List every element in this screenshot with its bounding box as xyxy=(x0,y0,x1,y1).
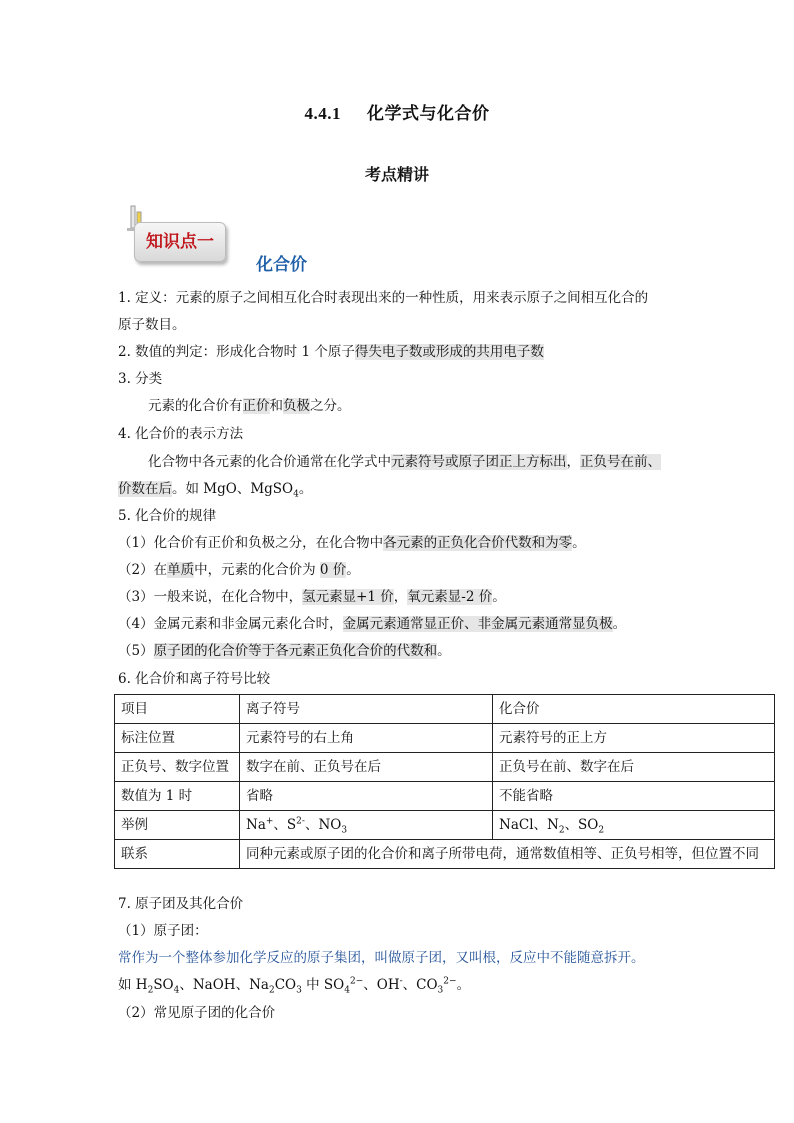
ex-oh: 、OH xyxy=(363,977,400,993)
ex-na-sub: 2 xyxy=(268,985,275,996)
item-4-text: 化合物中各元素的化合价通常在化学式中 xyxy=(148,454,391,470)
ion-na: Na xyxy=(246,817,266,833)
ion-na-charge: + xyxy=(265,816,274,827)
ex-oh-charge: - xyxy=(399,976,403,987)
rule-3-comma: ， xyxy=(393,589,408,605)
table-header-cell: 项目 xyxy=(115,695,240,724)
valence-n: 、N xyxy=(533,817,559,833)
item-1-line-1: 1. 定义：元素的原子之间相互化合时表现出来的一种性质，用来表示原子之间相互化合的 xyxy=(118,290,649,306)
table-row-example xyxy=(115,811,775,840)
table-header-row xyxy=(115,695,775,724)
ex-so: SO xyxy=(153,977,174,993)
rule-2-end: 。 xyxy=(346,562,360,578)
badge-label: 知识点一 xyxy=(134,222,226,262)
item-4-subscript: 4 xyxy=(293,489,299,500)
rule-1-end: 。 xyxy=(572,535,586,551)
valence-so-subscript: 2 xyxy=(598,825,605,836)
item-4-body-2 xyxy=(118,477,312,500)
item-5-heading: 5. 化合价的规律 xyxy=(118,508,217,524)
ex-co: CO xyxy=(274,977,297,993)
item-1-line-2: 原子数目。 xyxy=(118,317,186,333)
item-4-heading: 4. 化合价的表示方法 xyxy=(118,426,244,442)
table-cell: 举例 xyxy=(115,811,240,840)
table-row xyxy=(115,753,775,782)
item-4-example: 。如 MgO、MgSO xyxy=(172,481,294,497)
table-cell: 省略 xyxy=(240,782,493,811)
ex-so-sub: 4 xyxy=(173,985,180,996)
table-header-cell: 化合价 xyxy=(493,695,775,724)
rule-3-text: （3）一般来说，在化合物中， xyxy=(118,589,303,605)
table-header-cell: 离子符号 xyxy=(240,695,493,724)
table-cell: 联系 xyxy=(115,840,240,869)
rule-5-text: （5） xyxy=(118,643,154,659)
item-4-body-1 xyxy=(148,450,661,470)
title-text: 化学式与化合价 xyxy=(367,104,490,124)
ion-s-charge: 2- xyxy=(296,816,305,827)
ex-co-sub: 3 xyxy=(296,985,302,996)
item-5-rule-2 xyxy=(118,558,360,578)
rule-1-text: （1）化合价有正价和负极之分，在化合物中 xyxy=(118,535,384,551)
ex-h: 如 H xyxy=(118,977,148,993)
ex-h-sub: 2 xyxy=(147,985,154,996)
table-cell: 标注位置 xyxy=(115,724,240,753)
item-4-sign-first: 正负号在前、 xyxy=(580,454,661,470)
ion-s: 、S xyxy=(273,817,297,833)
table-row xyxy=(115,782,775,811)
ex-so4-sub: 4 xyxy=(344,985,350,996)
rule-2-middle: 中，元素的化合价为 xyxy=(194,562,320,578)
table-cell: 正负号在前、数字在后 xyxy=(493,753,775,782)
ex-co3: 、CO xyxy=(402,977,438,993)
valence-example-cell xyxy=(493,811,775,840)
rule-2-text: （2）在 xyxy=(118,562,168,578)
rule-4-text: （4）金属元素和非金属元素化合时， xyxy=(118,616,343,632)
document-title xyxy=(0,99,794,124)
knowledge-point-badge xyxy=(120,204,230,264)
link-text-cell: 同种元素或原子团的化合价和离子所带电荷，通常数值相等、正负号相等，但位置不同 xyxy=(240,840,775,869)
item-3-text: 元素的化合价有 xyxy=(148,398,243,414)
ion-no-subscript: 3 xyxy=(341,825,348,836)
item-5-rule-1 xyxy=(118,531,586,551)
item-2 xyxy=(118,340,544,360)
item-4-end: 。 xyxy=(298,481,313,497)
rule-5-end: 。 xyxy=(437,643,451,659)
ex-naoh: 、NaOH、Na xyxy=(179,977,269,993)
table-cell: 正负号、数字位置 xyxy=(115,753,240,782)
item-5-rule-5 xyxy=(118,639,451,659)
item-7-sub-2: （2）常见原子团的化合价 xyxy=(118,1005,276,1021)
rule-3-oxygen: 氧元素显-2 价 xyxy=(407,589,493,605)
valence-so: 、SO xyxy=(564,817,599,833)
ex-co3-sub: 3 xyxy=(437,985,444,996)
rule-4-end: 。 xyxy=(612,616,627,632)
rule-2-zero: 0 价 xyxy=(319,562,347,578)
ion-example-cell xyxy=(240,811,493,840)
table-cell: 元素符号的右上角 xyxy=(240,724,493,753)
item-3-negative: 负极 xyxy=(283,398,310,414)
rule-5-highlight: 原子团的化合价等于各元素正负化合价的代数和 xyxy=(153,643,438,659)
table-cell: 数字在前、正负号在后 xyxy=(240,753,493,782)
rule-1-highlight: 各元素的正负化合价代数和为零 xyxy=(383,535,573,551)
item-5-rule-3 xyxy=(118,585,506,605)
item-3-positive: 正价 xyxy=(242,398,270,414)
item-3-and: 和 xyxy=(269,398,283,414)
table-cell: 数值为 1 时 xyxy=(115,782,240,811)
ex-co3-charge: 2− xyxy=(443,976,457,987)
valence-nacl: NaCl xyxy=(499,817,534,833)
item-4-highlight: 元素符号或原子团正上方标出 xyxy=(391,454,567,470)
ex-so4: 中 SO xyxy=(301,977,345,993)
item-2-text: 2. 数值的判定：形成化合物时 1 个原子 xyxy=(118,344,355,360)
item-2-highlight: 得失电子数或形成的共用电子数 xyxy=(354,344,544,360)
section-number: 4.4.1 xyxy=(304,104,341,123)
item-7-heading: 7. 原子团及其化合价 xyxy=(118,896,244,912)
topic-heading: 化合价 xyxy=(256,255,307,275)
item-7-definition: 常作为一个整体参加化学反应的原子集团，叫做原子团，又叫根，反应中不能随意拆开。 xyxy=(118,950,645,966)
valence-n-subscript: 2 xyxy=(558,825,565,836)
rule-2-element: 单质 xyxy=(167,562,195,578)
document-subtitle: 考点精讲 xyxy=(364,165,429,184)
ex-so4-charge: 2− xyxy=(349,976,364,987)
item-7-examples xyxy=(118,973,470,996)
table-row xyxy=(115,724,775,753)
comparison-table xyxy=(114,694,775,869)
item-3-end: 之分。 xyxy=(310,398,351,414)
rule-3-hydrogen: 氢元素显+1 价 xyxy=(302,589,394,605)
ion-no: 、NO xyxy=(304,817,342,833)
item-6-heading: 6. 化合价和离子符号比较 xyxy=(118,671,271,687)
item-3-body xyxy=(148,394,351,414)
table-cell: 不能省略 xyxy=(493,782,775,811)
table-row-link xyxy=(115,840,775,869)
ex-end: 。 xyxy=(456,977,471,993)
table-cell: 元素符号的正上方 xyxy=(493,724,775,753)
item-5-rule-4 xyxy=(118,612,626,632)
rule-3-end: 。 xyxy=(492,589,506,605)
item-4-comma: ， xyxy=(566,454,580,470)
rule-4-highlight: 金属元素通常显正价、非金属元素通常显负极 xyxy=(342,616,613,632)
item-3-heading: 3. 分类 xyxy=(118,371,163,387)
item-4-value-after: 价数在后 xyxy=(118,481,172,497)
item-7-sub-1: （1）原子团： xyxy=(118,923,208,939)
